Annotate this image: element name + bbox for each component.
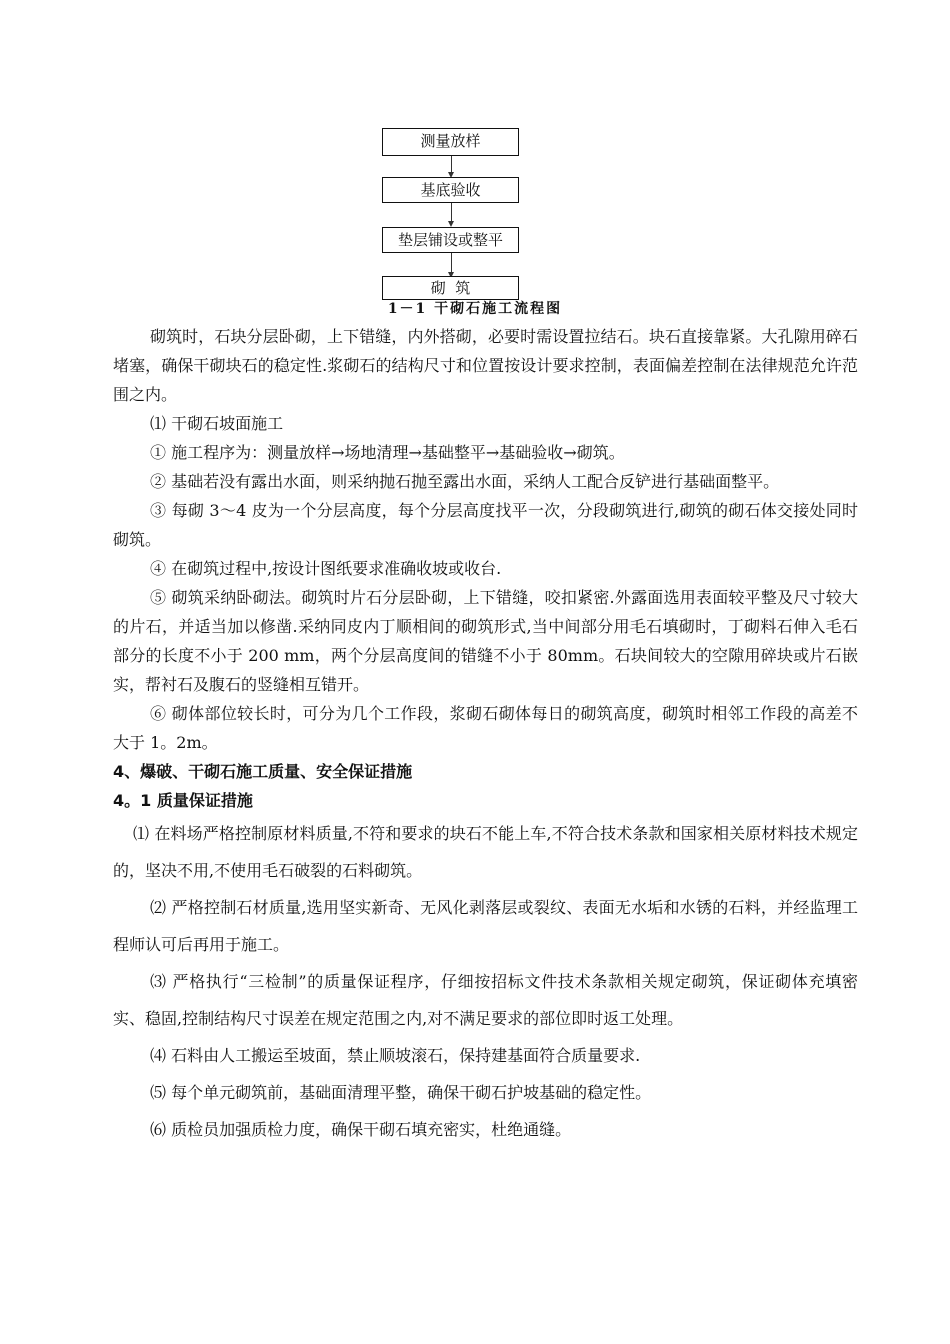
quality-item-5: ⑸ 每个单元砌筑前，基础面清理平整，确保干砌石护坡基础的稳定性。	[150, 1083, 652, 1102]
paragraph-procedure: ① 施工程序为：测量放样→场地清理→基础整平→基础验收→砌筑。	[150, 443, 625, 462]
paragraph-work-sections: ⑥ 砌体部位较长时，可分为几个工作段，浆砌石砌体每日的砌筑高度，砌筑时相邻工作段的高差不大于 1。2m。	[113, 704, 858, 752]
quality-item-6: ⑹ 质检员加强质检力度，确保干砌石填充密实，杜绝通缝。	[150, 1120, 572, 1139]
flow-step-cushion-layer: 垫层铺设或整平	[382, 227, 519, 253]
flow-step-survey: 测量放样	[382, 128, 519, 156]
paragraph-layer-height: ③ 每砌 3～4 皮为一个分层高度，每个分层高度找平一次，分段砌筑进行,砌筑的砌石体交接处同时砌筑。	[113, 501, 858, 549]
flow-step-foundation-check: 基底验收	[382, 177, 519, 203]
paragraph-foundation: ② 基础若没有露出水面，则采纳抛石抛至露出水面，采纳人工配合反铲进行基础面整平。	[150, 472, 780, 491]
subsection-heading: 4。1 质量保证措施	[113, 791, 253, 810]
flow-step-masonry: 砌 筑	[382, 276, 519, 300]
quality-item-3: ⑶ 严格执行“三检制”的质量保证程序，仔细按招标文件技术条款相关规定砌筑，保证砌体充填密实、稳固,控制结构尺寸误差在规定范围之内,对不满足要求的部位即时返工处理。	[113, 972, 858, 1028]
figure-caption: 1－1 干砌石施工流程图	[387, 301, 563, 317]
flow-connector	[451, 203, 452, 222]
flow-connector	[451, 253, 452, 273]
quality-item-4: ⑷ 石料由人工搬运至坡面，禁止顺坡滚石，保持建基面符合质量要求.	[150, 1046, 641, 1065]
paragraph-masonry-method: 砌筑时，石块分层卧砌，上下错缝，内外搭砌，必要时需设置拉结石。块石直接靠紧。大孔隙用碎石堵塞，确保干砌块石的稳定性.浆砌石的结构尺寸和位置按设计要求控制，表面偏差控制在法律规范允许范围之内。	[113, 327, 858, 404]
document-body	[113, 322, 858, 1148]
quality-item-2: ⑵ 严格控制石材质量,选用坚实新奇、无风化剥落层或裂纹、表面无水垢和水锈的石料，并经监理工程师认可后再用于施工。	[113, 898, 858, 954]
section-title-dry-stone-slope: ⑴ 干砌石坡面施工	[150, 414, 284, 433]
section-heading: 4、爆破、干砌石施工质量、安全保证措施	[113, 762, 413, 781]
paragraph-slope-control: ④ 在砌筑过程中,按设计图纸要求准确收坡或收台.	[150, 559, 502, 578]
paragraph-bed-method: ⑤ 砌筑采纳卧砌法。砌筑时片石分层卧砌，上下错缝，咬扣紧密.外露面选用表面较平整及尺寸较大的片石，并适当加以修凿.采纳同皮内丁顺相间的砌筑形式,当中间部分用毛石填砌时，丁砌料石伸入毛石部分的长度不小于 200 mm，两个分层高度间的错缝不小于 80mm。石块间较大的空隙用碎块或片石嵌实，帮衬石及腹石的竖缝相互错开。	[113, 588, 858, 694]
quality-item-1: ⑴ 在料场严格控制原材料质量,不符和要求的块石不能上车,不符合技术条款和国家相关原材料技术规定的，坚决不用,不使用毛石破裂的石料砌筑。	[113, 824, 858, 880]
construction-flowchart	[0, 0, 950, 330]
